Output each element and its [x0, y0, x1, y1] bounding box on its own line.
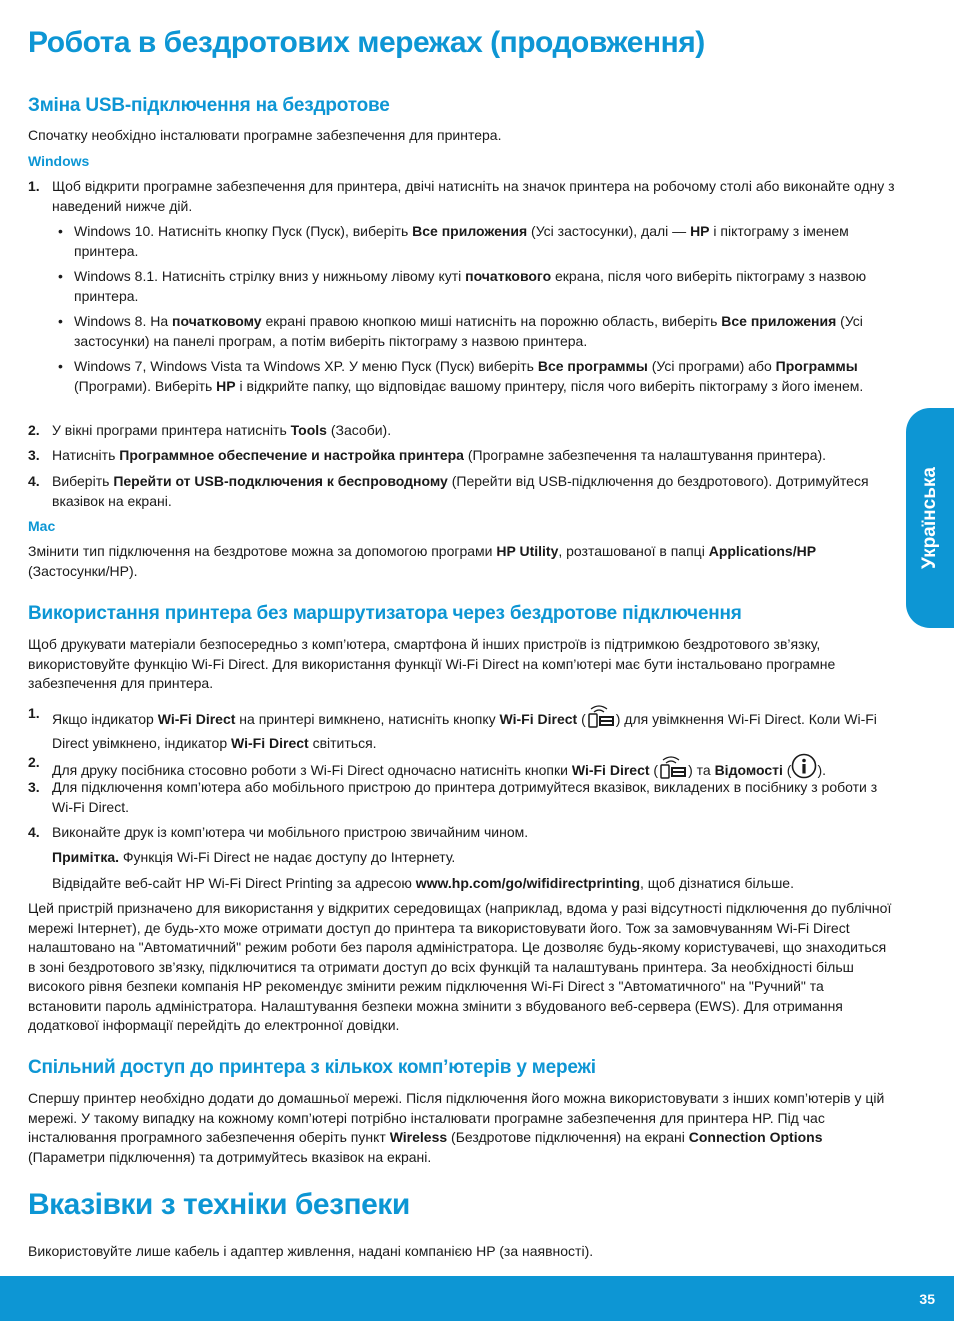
step-text: Виберіть Перейти от USB-подключения к беспроводному (Перейти від USB-підключення до бездротового). Дотримуйтеся вказівок на екрані. — [52, 473, 869, 509]
list-item — [28, 704, 896, 753]
section-heading-wifi-direct: Використання принтера без маршрутизатора через бездротове підключення — [28, 603, 742, 624]
section-heading-sharing: Спільний доступ до принтера з кількох комп’ютерів у мережі — [28, 1057, 596, 1078]
page-title: Робота в бездротових мережах (продовження) — [28, 26, 705, 59]
step-text: У вікні програми принтера натисніть Tools (Засоби). — [52, 422, 392, 438]
bullet-text: Windows 8.1. Натисніть стрілку вниз у нижньому лівому куті початкового екрана, після чого виберіть піктограму з назвою принтера. — [74, 268, 867, 304]
visit-text: Відвідайте веб-сайт HP Wi-Fi Direct Printing за адресою www.hp.com/go/wifidirectprinting, щоб дізнатися більше. — [52, 875, 794, 891]
note-text: Примітка. Функція Wi-Fi Direct не надає доступу до Інтернету. — [52, 849, 456, 865]
step-number: 4. — [28, 473, 40, 489]
section-heading-usb-to-wireless: Зміна USB-підключення на бездротове — [28, 95, 390, 116]
step-number: 3. — [28, 447, 40, 463]
intro-text: Спочатку необхідно інсталювати програмне забезпечення для принтера. — [28, 127, 502, 143]
list-item — [28, 472, 896, 511]
safety-title: Вказівки з техніки безпеки — [28, 1188, 410, 1221]
wifi-direct-icon — [586, 704, 616, 734]
bullet-text: Windows 7, Windows Vista та Windows XP. У меню Пуск (Пуск) виберіть Все программы (Усі програми) або Программы (Програми). Виберіть HP і відкрийте папку, що відповідає вашому принтеру, після чого виберіть піктограму з його іменем. — [74, 358, 864, 394]
step-text: Для підключення комп’ютера або мобільного пристрою до принтера дотримуйтеся вказівок, викладених в посібнику з роботи з Wi-Fi Direct. — [52, 779, 878, 815]
wifi-direct-printing-link[interactable]: www.hp.com/go/wifidirectprinting — [415, 875, 641, 891]
bullet-text: Windows 8. На початковому екрані правою кнопкою миші натисніть на порожню область, виберіть Все приложения (Усі застосунки) на панелі програм, а потім виберіть піктограму з назвою принтера. — [74, 313, 863, 349]
step-text: Якщо індикатор Wi-Fi Direct на принтері вимкнено, натисніть кнопку Wi-Fi Direct ( ) для увімкнення Wi-Fi Direct. Коли Wi-Fi Direct увімкнено, індикатор Wi-Fi Direct світиться. — [52, 704, 896, 753]
wifi-direct-intro: Щоб друкувати матеріали безпосередньо з комп’ютера, смартфона й інших пристроїв із підтримкою бездротового зв’язку, використовуйте функцію Wi-Fi Direct. Для використання функції Wi-Fi Direct на комп’ютері має бути інстальовано програмне забезпечення для принтера. — [28, 636, 836, 691]
footer-bar — [0, 1276, 954, 1321]
mac-subheading: Mac — [28, 518, 56, 534]
step-text: Для друку посібника стосовно роботи з Wi-Fi Direct одночасно натисніть кнопки Wi-Fi Direct ( ) та Відомості ( ). — [52, 753, 896, 785]
list-item — [28, 421, 896, 441]
bullet: • — [58, 313, 63, 329]
step-text: Виконайте друк із комп’ютера чи мобільного пристрою звичайним чином. — [52, 824, 529, 840]
list-item — [28, 177, 896, 216]
list-item — [28, 446, 896, 466]
step-number: 4. — [28, 824, 40, 840]
list-item — [28, 778, 896, 817]
mac-text: Змінити тип підключення на бездротове можна за допомогою програми HP Utility, розташованої в папці Applications/HP (Застосунки/HP). — [28, 543, 817, 579]
page-number: 35 — [919, 1291, 935, 1307]
bullet: • — [58, 268, 63, 284]
safety-text: Використовуйте лише кабель і адаптер живлення, надані компанією HP (за наявності). — [28, 1243, 594, 1259]
bullet: • — [58, 358, 63, 374]
security-paragraph: Цей пристрій призначено для використання у відкритих середовищах (наприклад, вдома у разі відсутності підключення до публічної мережі Інтернет), де будь-хто може отримати доступ до принтера та використовувати його. Тож за замовчуванням Wi-Fi Direct налаштовано на "Автоматичний" режим роботи без пароля адміністратора. Це дозволяє будь-якому користувачеві, що знаходиться в зоні бездротового зв’язку, підключитися та отримати доступ до всіх функцій та налаштувань принтера. За необхідності більш високого рівня безпеки компанія HP рекомендує змінити режим підключення Wi-Fi Direct з "Автоматичного" на "Ручний" та встановити пароль адміністратора. Налаштування безпеки можна змінити з вбудованого веб-сервера (EWS). Для отримання додаткової інформації перейдіть до електронної довідки. — [28, 900, 892, 1033]
step-number: 3. — [28, 779, 40, 795]
step-number: 2. — [28, 754, 40, 770]
step-number: 1. — [28, 178, 40, 194]
list-item — [58, 222, 896, 261]
step-number: 2. — [28, 422, 40, 438]
list-item — [58, 267, 896, 306]
bullet: • — [58, 223, 63, 239]
list-item — [58, 357, 896, 396]
list-item — [58, 312, 896, 351]
step-text: Натисніть Программное обеспечение и настройка принтера (Програмне забезпечення та налаштування принтера). — [52, 447, 827, 463]
bullet-text: Windows 10. Натисніть кнопку Пуск (Пуск), виберіть Все приложения (Усі застосунки), далі — HP і піктограму з іменем принтера. — [74, 223, 849, 259]
language-side-tab — [906, 408, 954, 628]
sharing-text: Спершу принтер необхідно додати до домашньої мережі. Після підключення його можна використовувати з інших комп’ютерів у цій мережі. У такому випадку на кожному комп’ютері потрібно інсталювати програмне забезпечення для принтера HP. Під час інсталювання програмного забезпечення оберіть пункт Wireless (Бездротове підключення) на екрані Connection Options (Параметри підключення) та дотримуйтесь вказівок на екрані. — [28, 1090, 885, 1165]
windows-subheading: Windows — [28, 153, 90, 169]
step-text: Щоб відкрити програмне забезпечення для принтера, двічі натисніть на значок принтера на робочому столі або виконайте одну з наведений нижче дій. — [52, 178, 895, 214]
list-item — [28, 823, 896, 843]
language-label: Українська — [919, 467, 940, 569]
step-number: 1. — [28, 705, 40, 721]
